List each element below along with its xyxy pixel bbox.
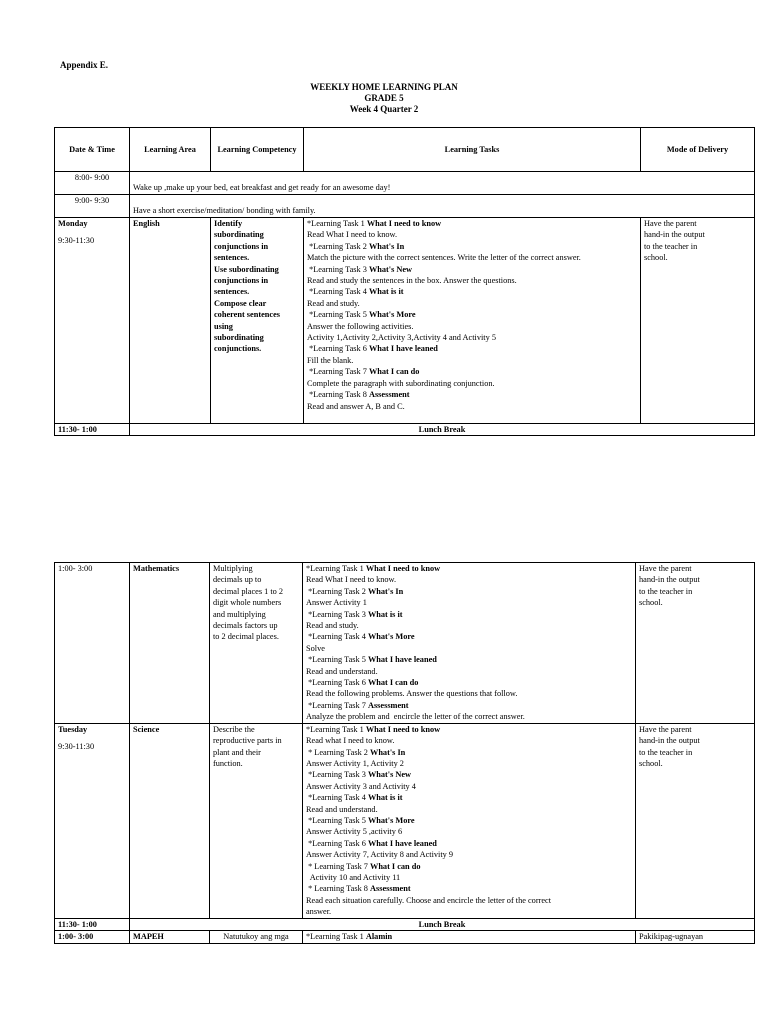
task-line	[306, 804, 632, 815]
task-line	[306, 654, 632, 665]
tasks-cell	[303, 723, 636, 918]
text-line: to the teacher in	[639, 586, 693, 596]
text-line: reproductive parts in	[213, 736, 282, 746]
task-text: Fill the blank.	[307, 355, 354, 365]
table-row	[55, 195, 755, 218]
tasks-cell	[303, 563, 636, 724]
task-text: Read and study.	[306, 621, 359, 631]
text-line: conjunctions in	[214, 241, 269, 251]
task-heading: Alamin	[365, 932, 393, 942]
task-line	[306, 688, 632, 699]
task-heading: What I need to know	[366, 219, 442, 228]
table-row	[55, 218, 755, 424]
task-line	[306, 586, 632, 597]
text-line: hand-in the output	[639, 736, 700, 746]
task-heading: What's In	[367, 586, 404, 596]
task-heading: What's In	[370, 747, 406, 757]
table-row	[55, 172, 755, 195]
competency-lines	[213, 724, 299, 770]
text-line: coherent sentences	[214, 310, 280, 320]
task-text: *Learning Task 2	[306, 586, 368, 596]
competency-cell	[211, 218, 304, 424]
task-text: *Learning Task 2	[307, 241, 369, 251]
task-heading: What I have leaned	[367, 655, 437, 665]
learning-area-cell: MAPEH	[130, 931, 210, 943]
task-line	[306, 724, 632, 735]
task-text: *Learning Task 6	[307, 344, 369, 354]
task-line	[306, 631, 632, 642]
col-header-date-time: Date & Time	[55, 128, 130, 172]
task-text: Read and answer A, B and C.	[307, 401, 405, 411]
col-header-mode-of-delivery: Mode of Delivery	[641, 128, 755, 172]
task-text: answer.	[306, 907, 332, 917]
text-line: conjunctions.	[214, 344, 262, 354]
task-line	[307, 355, 637, 366]
task-heading: What I can do	[370, 861, 421, 871]
text-line: Use subordinating	[214, 264, 279, 274]
text-line: hand-in the output	[644, 230, 705, 240]
task-line	[306, 711, 632, 722]
task-heading: What's More	[367, 632, 415, 642]
text-line: decimal places 1 to 2	[213, 586, 284, 596]
task-heading: What I can do	[368, 367, 420, 377]
competency-lines	[214, 218, 300, 355]
text-line: conjunctions in	[214, 276, 269, 286]
task-heading: What is it	[367, 609, 403, 619]
task-line	[306, 758, 632, 769]
task-heading: What I need to know	[365, 724, 441, 734]
task-line	[306, 861, 632, 872]
col-header-learning-area: Learning Area	[130, 128, 211, 172]
delivery-lines	[639, 724, 751, 770]
task-text: *Learning Task 3	[306, 609, 368, 619]
task-heading: What I need to know	[365, 564, 441, 573]
text-line: sentences.	[214, 253, 250, 263]
task-heading: What's More	[368, 310, 416, 320]
task-text: Answer Activity 7, Activity 8 and Activity 9	[306, 850, 454, 860]
competency-cell	[210, 723, 303, 918]
plan-header	[0, 82, 768, 115]
task-line	[307, 229, 637, 240]
task-line	[306, 895, 632, 906]
task-text: Read each situation carefully. Choose and encircle the letter of the correct	[306, 895, 552, 905]
task-text: Answer Activity 3 and Activity 4	[306, 781, 416, 791]
task-line	[307, 252, 637, 263]
task-text: Complete the paragraph with subordinating conjunction.	[307, 378, 495, 388]
task-heading: What I have leaned	[367, 838, 437, 848]
table-row	[55, 563, 755, 724]
task-line	[307, 378, 637, 389]
text-line: Compose clear	[214, 298, 267, 308]
task-line	[307, 298, 637, 309]
task-line	[306, 849, 632, 860]
task-text: *Learning Task 6	[306, 678, 368, 688]
text-line: Describe the	[213, 724, 255, 734]
task-line	[306, 792, 632, 803]
delivery-cell: Pakikipag-ugnayan	[636, 931, 755, 943]
task-text: Read and understand.	[306, 804, 378, 814]
task-list	[306, 724, 632, 918]
task-text: Analyze the problem and encircle the letter of the correct answer.	[306, 712, 525, 722]
task-text: *Learning Task 5	[306, 655, 368, 665]
task-line	[306, 574, 632, 585]
task-line	[307, 241, 637, 252]
task-line	[306, 620, 632, 631]
tasks-cell	[304, 218, 641, 424]
task-text: *Learning Task 7	[307, 367, 369, 377]
text-line: subordinating	[214, 333, 264, 343]
text-line: Identify	[214, 219, 243, 228]
time-cell: 11:30- 1:00	[55, 918, 130, 930]
task-line	[306, 906, 632, 917]
table-row	[55, 424, 755, 436]
table-row	[55, 918, 755, 930]
plan-grade: GRADE 5	[364, 93, 404, 103]
task-text: * Learning Task 7	[306, 861, 371, 871]
task-text: Read the following problems. Answer the questions that follow.	[306, 689, 518, 699]
text-line: subordinating	[214, 230, 264, 240]
task-text: *Learning Task 4	[307, 287, 369, 297]
task-heading: Assessment	[368, 390, 410, 400]
learning-area-cell: Mathematics	[130, 563, 210, 724]
table-header-row	[55, 128, 755, 172]
task-text: Read What I need to know.	[307, 230, 398, 240]
task-label: *Learning Task 1	[306, 932, 366, 942]
time-cell: 1:00- 3:00	[55, 931, 130, 943]
lunch-break-cell: Lunch Break	[130, 918, 755, 930]
task-text: *Learning Task 3	[307, 264, 369, 274]
time-cell: 8:00- 9:00	[55, 172, 130, 195]
task-line	[306, 597, 632, 608]
task-line	[307, 321, 637, 332]
task-line	[307, 264, 637, 275]
task-line	[306, 677, 632, 688]
plan-title: WEEKLY HOME LEARNING PLAN	[310, 82, 458, 92]
task-list	[306, 563, 632, 723]
task-heading: What's New	[368, 264, 413, 274]
text-line: to the teacher in	[644, 241, 698, 251]
task-line	[307, 218, 637, 229]
text-line: Have the parent	[639, 724, 692, 734]
task-line	[306, 666, 632, 677]
task-text: * Learning Task 8	[306, 884, 371, 894]
task-list	[307, 218, 637, 412]
task-text: *Learning Task 5	[307, 310, 369, 320]
time-cell: 9:00- 9:30	[55, 195, 130, 218]
task-line	[306, 609, 632, 620]
text-line: Have the parent	[644, 219, 697, 228]
text-line: school.	[639, 598, 663, 608]
task-line	[307, 366, 637, 377]
task-text: *Learning Task 3	[306, 770, 368, 780]
task-line	[306, 826, 632, 837]
task-text: *Learning Task 1	[307, 219, 367, 228]
task-text: * Learning Task 2	[306, 747, 371, 757]
task-line	[306, 563, 632, 574]
task-line	[306, 838, 632, 849]
task-text: Read what I need to know.	[306, 736, 395, 746]
task-text: *Learning Task 4	[306, 793, 368, 803]
task-line	[306, 643, 632, 654]
task-line	[306, 781, 632, 792]
text-line: decimals factors up	[213, 621, 278, 631]
competency-lines	[213, 563, 299, 643]
task-text: Answer Activity 5 ,activity 6	[306, 827, 403, 837]
day-time-cell	[55, 218, 130, 424]
table-row	[55, 723, 755, 918]
col-header-learning-tasks: Learning Tasks	[304, 128, 641, 172]
delivery-cell	[636, 723, 755, 918]
time-label: 9:30-11:30	[58, 742, 95, 752]
task-heading: What's In	[368, 241, 405, 251]
task-text: *Learning Task 1	[306, 564, 366, 573]
delivery-lines	[639, 563, 751, 609]
time-cell: 1:00- 3:00	[55, 563, 130, 724]
task-text: *Learning Task 5	[306, 815, 368, 825]
task-text: Answer Activity 1	[306, 598, 367, 608]
task-line	[307, 343, 637, 354]
task-line	[306, 769, 632, 780]
text-line: and multiplying	[213, 609, 266, 619]
col-header-learning-competency: Learning Competency	[211, 128, 304, 172]
delivery-cell	[641, 218, 755, 424]
task-line	[306, 747, 632, 758]
appendix-label: Appendix E.	[60, 60, 109, 70]
task-text: Read and study the sentences in the box. Answer the questions.	[307, 276, 517, 286]
task-line	[307, 401, 637, 412]
task-line	[306, 872, 632, 883]
task-heading: Assessment	[370, 884, 411, 894]
plan-table-page-2	[54, 562, 755, 944]
text-line: plant and their	[213, 747, 261, 757]
task-text: *Learning Task 8	[307, 390, 369, 400]
text-line: to 2 decimal places.	[213, 632, 279, 642]
task-text: Read and understand.	[306, 666, 378, 676]
text-line: hand-in the output	[639, 575, 700, 585]
day-label: Monday	[58, 219, 88, 228]
task-line	[307, 286, 637, 297]
learning-area-cell: Science	[130, 723, 210, 918]
day-time-cell	[55, 723, 130, 918]
activity-cell: Have a short exercise/meditation/ bonding with family.	[130, 195, 755, 218]
text-line: to the teacher in	[639, 747, 693, 757]
text-line: function.	[213, 758, 243, 768]
plan-week: Week 4 Quarter 2	[349, 104, 419, 114]
task-text: Read and study.	[307, 298, 360, 308]
task-line	[306, 883, 632, 894]
task-text: Answer the following activities.	[307, 321, 414, 331]
task-text: *Learning Task 1	[306, 724, 366, 734]
task-text: Read What I need to know.	[306, 575, 397, 585]
task-text: Answer Activity 1, Activity 2	[306, 758, 404, 768]
time-label: 9:30-11:30	[58, 236, 95, 246]
text-line: Multiplying	[213, 564, 253, 573]
task-text: Activity 10 and Activity 11	[306, 872, 401, 882]
task-line	[307, 389, 637, 400]
task-line	[306, 700, 632, 711]
task-text: *Learning Task 7	[306, 700, 368, 710]
activity-cell: Wake up ,make up your bed, eat breakfast and get ready for an awesome day!	[130, 172, 755, 195]
task-heading: What's New	[367, 770, 412, 780]
competency-cell	[210, 563, 303, 724]
task-heading: What I have leaned	[368, 344, 438, 354]
text-line: decimals up to	[213, 575, 262, 585]
task-text: *Learning Task 6	[306, 838, 368, 848]
task-line	[307, 332, 637, 343]
day-label: Tuesday	[58, 724, 88, 734]
text-line: school.	[644, 253, 668, 263]
task-heading: What is it	[368, 287, 404, 297]
task-heading: What's More	[367, 815, 415, 825]
learning-area-cell: English	[130, 218, 211, 424]
task-text: Activity 1,Activity 2,Activity 3,Activity 4 and Activity 5	[307, 333, 496, 343]
text-line: using	[214, 321, 233, 331]
delivery-lines	[644, 218, 751, 264]
text-line: digit whole numbers	[213, 598, 282, 608]
time-cell: 11:30- 1:00	[55, 424, 130, 436]
text-line: sentences.	[214, 287, 250, 297]
text-line: Have the parent	[639, 564, 692, 573]
tasks-cell	[303, 931, 636, 943]
task-text: Match the picture with the correct sentences. Write the letter of the correct answer.	[307, 253, 581, 263]
task-heading: What I can do	[367, 678, 419, 688]
task-line	[307, 275, 637, 286]
delivery-cell	[636, 563, 755, 724]
task-text: *Learning Task 4	[306, 632, 368, 642]
competency-cell: Natutukoy ang mga	[210, 931, 303, 943]
lunch-break-cell: Lunch Break	[130, 424, 755, 436]
table-row	[55, 931, 755, 943]
plan-table-page-1	[54, 127, 755, 436]
task-line	[306, 815, 632, 826]
task-line	[306, 735, 632, 746]
text-line: school.	[639, 758, 663, 768]
task-text: Solve	[306, 643, 325, 653]
task-line	[307, 309, 637, 320]
task-heading: What is it	[367, 793, 403, 803]
task-heading: Assessment	[367, 700, 409, 710]
